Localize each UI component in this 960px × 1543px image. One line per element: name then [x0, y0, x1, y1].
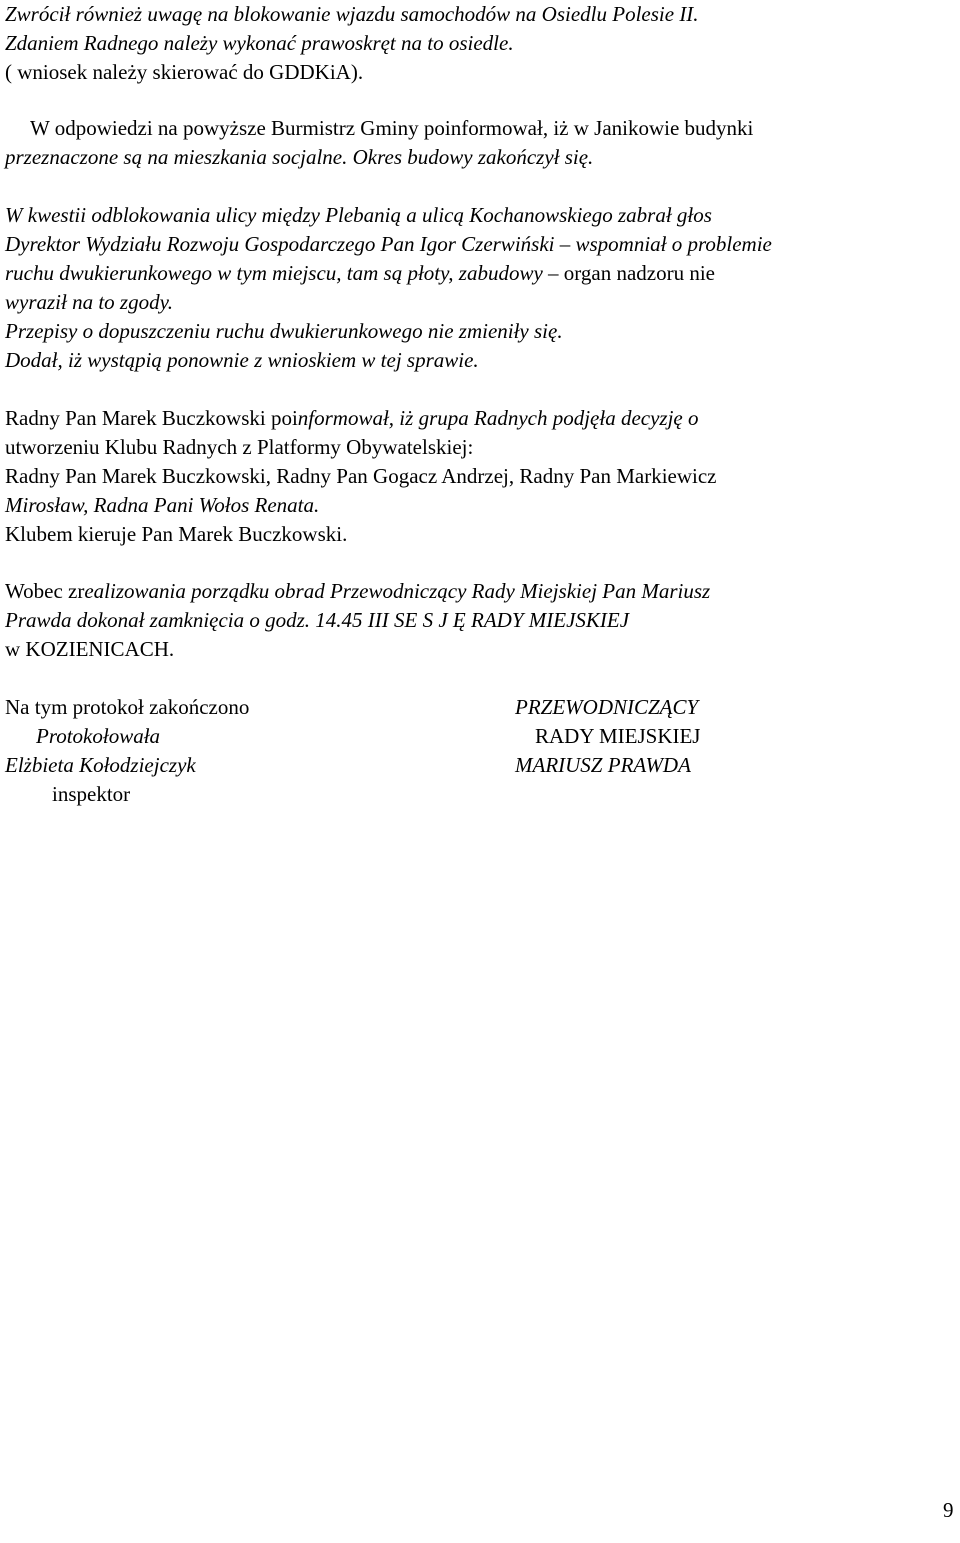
signature-line: Protokołowała: [36, 724, 161, 748]
paragraph-street-unblocking: [5, 201, 955, 375]
paragraph-councillors-club: [5, 404, 955, 549]
text-line: w KOZIENICACH.: [5, 637, 175, 661]
text-segment: ruchu dwukierunkowego w tym miejscu, tam są płoty, zabudowy –: [5, 261, 564, 285]
paragraph-mayor-response: [5, 114, 955, 172]
paragraph-session-closing: [5, 577, 955, 664]
text-line: ( wniosek należy skierować do GDDKiA).: [5, 60, 364, 84]
text-segment: ealizowania porządku obrad Przewodniczący Rady Miejskiej Pan Mariusz: [84, 579, 711, 603]
text-segment: nformował, iż grupa Radnych podjęła decyzję o: [297, 406, 699, 430]
text-line: W odpowiedzi na powyższe Burmistrz Gminy poinformował, iż w Janikowie budynki: [30, 116, 754, 140]
text-line: utworzeniu Klubu Radnych z Platformy Obywatelskiej:: [5, 435, 474, 459]
text-line: Mirosław, Radna Pani Wołos Renata.: [5, 493, 320, 517]
page-number: 9: [943, 1498, 954, 1522]
text-line: Zwrócił również uwagę na blokowanie wjazdu samochodów na Osiedlu Polesie II.: [5, 2, 699, 26]
text-line: Prawda dokonał zamknięcia o godz. 14.45 III SE S J Ę RADY MIEJSKIEJ: [5, 608, 630, 632]
signature-block-left: [5, 693, 249, 809]
text-line: [5, 577, 955, 606]
signature-line: PRZEWODNICZĄCY: [515, 695, 699, 719]
text-line: Przepisy o dopuszczeniu ruchu dwukierunkowego nie zmieniły się.: [5, 319, 563, 343]
text-segment: Radny Pan Marek Buczkowski poi: [5, 406, 298, 430]
text-line: wyraził na to zgody.: [5, 290, 174, 314]
text-line: Radny Pan Marek Buczkowski, Radny Pan Gogacz Andrzej, Radny Pan Markiewicz: [5, 464, 717, 488]
text-line: przeznaczone są na mieszkania socjalne. Okres budowy zakończył się.: [5, 145, 594, 169]
text-line: Zdaniem Radnego należy wykonać prawoskręt na to osiedle.: [5, 31, 514, 55]
signature-line: Elżbieta Kołodziejczyk: [5, 753, 196, 777]
text-line: [5, 404, 955, 433]
text-line: Dyrektor Wydziału Rozwoju Gospodarczego Pan Igor Czerwiński – wspomniał o problemie: [5, 232, 772, 256]
text-line: Klubem kieruje Pan Marek Buczkowski.: [5, 522, 348, 546]
text-segment: organ nadzoru nie: [563, 261, 716, 285]
text-line: [5, 259, 955, 288]
signature-line: Na tym protokoł zakończono: [5, 695, 250, 719]
text-line: W kwestii odblokowania ulicy między Plebanią a ulicą Kochanowskiego zabrał głos: [5, 203, 712, 227]
signature-line: RADY MIEJSKIEJ: [535, 724, 701, 748]
text-line: Dodał, iż wystąpią ponownie z wnioskiem w tej sprawie.: [5, 348, 479, 372]
signature-line: inspektor: [52, 782, 131, 806]
text-segment: Wobec zr: [5, 579, 85, 603]
paragraph-traffic-request: [5, 0, 955, 87]
signature-line: MARIUSZ PRAWDA: [515, 753, 691, 777]
signature-block-right: [515, 693, 700, 780]
